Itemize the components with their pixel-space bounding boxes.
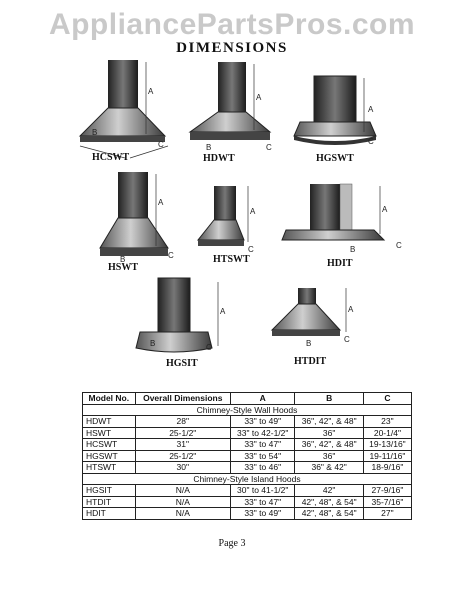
- dimension-letter-b: B: [120, 255, 126, 264]
- cell-model: HTDIT: [83, 496, 136, 508]
- dimension-letter-b: B: [92, 128, 98, 137]
- hood-label-htswt: HTSWT: [213, 254, 250, 265]
- hood-diagram-htdit: [272, 288, 354, 348]
- hood-label-hgswt: HGSWT: [316, 153, 354, 164]
- cell-b: 36", 42", & 48": [295, 439, 363, 451]
- column-header-b: B: [295, 393, 363, 405]
- hood-label-hdit: HDIT: [327, 258, 353, 269]
- hood-diagram-hgswt: [294, 76, 376, 146]
- dimension-letter-a: A: [256, 93, 262, 102]
- table-row: [83, 439, 412, 451]
- cell-model: HGSWT: [83, 450, 136, 462]
- cell-b: 36": [295, 427, 363, 439]
- cell-b: 42": [295, 485, 363, 497]
- cell-a: 33" to 49": [230, 416, 295, 428]
- table-header-row: [83, 393, 412, 405]
- column-header-c: C: [363, 393, 411, 405]
- column-header-a: A: [230, 393, 295, 405]
- cell-overall: 25-1/2": [135, 427, 230, 439]
- cell-overall: 31": [135, 439, 230, 451]
- dimension-letter-a: A: [158, 198, 164, 207]
- section-row: [83, 404, 412, 416]
- column-header-overall: Overall Dimensions: [135, 393, 230, 405]
- page-number: Page 3: [218, 538, 246, 549]
- table-row: [83, 496, 412, 508]
- section-title: Chimney-Style Island Hoods: [83, 473, 412, 485]
- table-row: [83, 508, 412, 520]
- dimension-letter-c: C: [168, 251, 174, 260]
- cell-b: 36", 42", & 48": [295, 416, 363, 428]
- section-row: [83, 473, 412, 485]
- cell-model: HDIT: [83, 508, 136, 520]
- dimension-letter-a: A: [148, 87, 154, 96]
- cell-model: HCSWT: [83, 439, 136, 451]
- hood-diagram-htswt: [198, 186, 256, 254]
- table-row: [83, 416, 412, 428]
- dimension-letter-a: A: [220, 307, 226, 316]
- table-row: [83, 450, 412, 462]
- dimension-letter-b: B: [206, 143, 212, 152]
- dimension-letter-c: C: [158, 140, 164, 149]
- cell-model: HGSIT: [83, 485, 136, 497]
- cell-model: HDWT: [83, 416, 136, 428]
- cell-b: 36": [295, 450, 363, 462]
- cell-c: 23": [363, 416, 411, 428]
- dimension-letter-c: C: [266, 143, 272, 152]
- hood-label-hgsit: HGSIT: [166, 358, 198, 369]
- cell-a: 33" to 42-1/2": [230, 427, 295, 439]
- cell-overall: N/A: [135, 485, 230, 497]
- dimension-letter-a: A: [348, 305, 354, 314]
- cell-b: 36" & 42": [295, 462, 363, 474]
- dimension-letter-b: B: [306, 339, 312, 348]
- dimension-letter-a: A: [382, 205, 388, 214]
- hood-label-hcswt: HCSWT: [92, 152, 130, 163]
- cell-overall: 25-1/2": [135, 450, 230, 462]
- cell-a: 33" to 47": [230, 439, 295, 451]
- cell-c: 35-7/16": [363, 496, 411, 508]
- cell-c: 19-13/16": [363, 439, 411, 451]
- cell-b: 42", 48", & 54": [295, 496, 363, 508]
- hood-label-hdwt: HDWT: [203, 153, 235, 164]
- cell-model: HTSWT: [83, 462, 136, 474]
- hood-diagram-hdit: [282, 184, 402, 254]
- dimension-letter-c: C: [368, 137, 374, 146]
- dimension-letter-b: B: [150, 339, 156, 348]
- cell-a: 33" to 49": [230, 508, 295, 520]
- cell-a: 33" to 54": [230, 450, 295, 462]
- hood-diagram-hcswt: [80, 60, 168, 158]
- dimension-letter-c: C: [248, 245, 254, 254]
- dimension-letter-a: A: [250, 207, 256, 216]
- cell-a: 33" to 47": [230, 496, 295, 508]
- dimensions-table: [82, 392, 412, 520]
- hood-diagram-hswt: [100, 172, 174, 264]
- cell-model: HSWT: [83, 427, 136, 439]
- dimension-letter-b: B: [350, 245, 356, 254]
- table-row: [83, 462, 412, 474]
- cell-a: 33" to 46": [230, 462, 295, 474]
- cell-overall: 30": [135, 462, 230, 474]
- dimension-letter-c: C: [396, 241, 402, 250]
- cell-b: 42", 48", & 54": [295, 508, 363, 520]
- cell-overall: N/A: [135, 496, 230, 508]
- cell-overall: 28": [135, 416, 230, 428]
- hood-label-htdit: HTDIT: [294, 356, 327, 367]
- cell-c: 27": [363, 508, 411, 520]
- hood-diagram-hdwt: [190, 62, 272, 152]
- cell-c: 27-9/16": [363, 485, 411, 497]
- dimension-letter-a: A: [368, 105, 374, 114]
- column-header-model: Model No.: [83, 393, 136, 405]
- page-title: DIMENSIONS: [176, 40, 288, 56]
- table-row: [83, 485, 412, 497]
- cell-overall: N/A: [135, 508, 230, 520]
- cell-c: 19-11/16": [363, 450, 411, 462]
- dimension-letter-c: C: [344, 335, 350, 344]
- dimension-letter-c: C: [206, 343, 212, 352]
- cell-a: 30" to 41-1/2": [230, 485, 295, 497]
- watermark: AppliancePartsPros.com: [48, 8, 416, 41]
- cell-c: 20-1/4": [363, 427, 411, 439]
- hood-label-hswt: HSWT: [108, 262, 139, 273]
- section-title: Chimney-Style Wall Hoods: [83, 404, 412, 416]
- table-row: [83, 427, 412, 439]
- cell-c: 18-9/16": [363, 462, 411, 474]
- hood-diagram-hgsit: [136, 278, 226, 352]
